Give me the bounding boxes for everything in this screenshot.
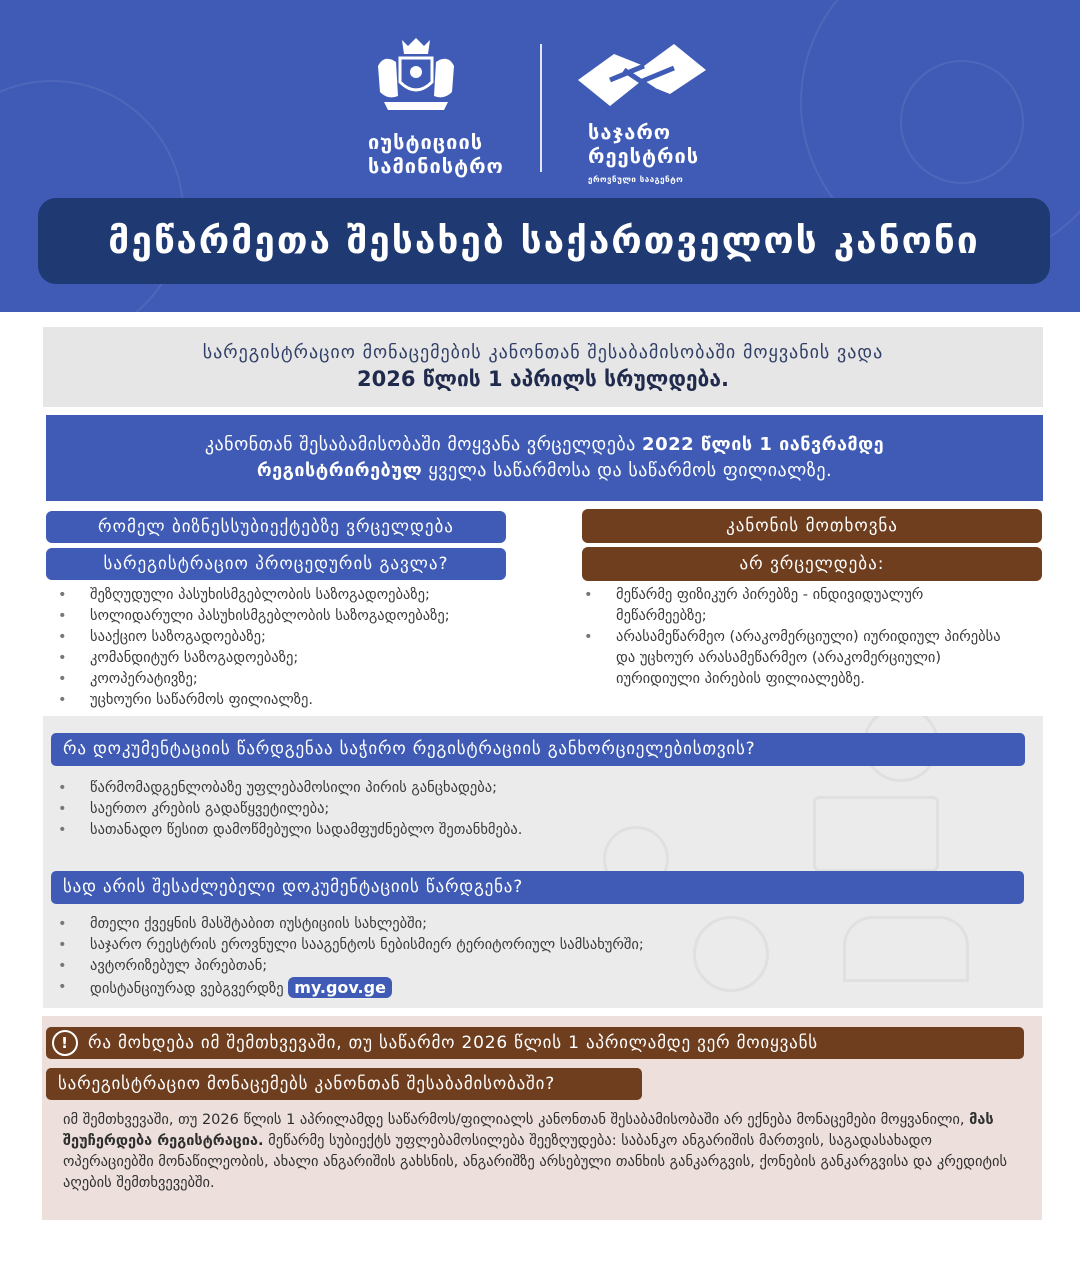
failure-title-2: სარეგისტრაციო მონაცემებს კანონთან შესაბამისობაში? <box>46 1068 642 1100</box>
registry-name-line1: საჯარო <box>588 120 672 144</box>
deadline-text: სარეგისტრაციო მონაცემების კანონთან შესაბამისობაში მოყვანის ვადა <box>202 342 884 363</box>
list-item: • მთელი ქვეყნის მასშტაბით იუსტიციის სახლებში; <box>58 916 428 932</box>
failure-title-1-text: რა მოხდება იმ შემთხვევაში, თუ საწარმო 2026 წლის 1 აპრილამდე ვერ მოიყვანს <box>88 1033 818 1053</box>
scope-text-1: კანონთან შესაბამისობაში მოყვანა ვრცელდება <box>204 434 643 455</box>
documents-list <box>46 778 946 841</box>
list-item: • საერთო კრების გადაწყვეტილება; <box>58 801 330 817</box>
not-applies-title-1: კანონის მოთხოვნა <box>582 509 1042 543</box>
list-item: • უცხოური საწარმოს ფილიალზე. <box>58 692 314 708</box>
list-item: • საჯარო რეესტრის ეროვნული სააგენტოს ნებისმიერ ტერიტორიულ სამსახურში; <box>58 937 644 953</box>
list-item: • დისტანციურად ვებგვერდზე my.gov.ge <box>46 977 946 1000</box>
not-applies-list <box>572 585 1012 690</box>
exclamation-icon: ! <box>52 1030 78 1056</box>
ministry-name-line2: სამინისტრო <box>368 154 504 178</box>
deadline-date: 2026 წლის 1 აპრილს სრულდება. <box>357 367 729 391</box>
page-title: მეწარმეთა შესახებ საქართველოს კანონი <box>38 198 1050 284</box>
scope-date: 2022 წლის 1 იანვრამდე <box>642 434 885 455</box>
list-item: • სოლიდარული პასუხისმგებლობის საზოგადოებაზე; <box>58 608 450 624</box>
logo-divider <box>540 44 542 172</box>
deadline-box <box>43 327 1043 407</box>
coat-of-arms-logo <box>370 36 462 114</box>
mygov-link[interactable]: my.gov.ge <box>288 977 392 998</box>
list-item: • არასამეწარმეო (არაკომერციული) იურიდიულ პირებსა და უცხოურ არასამეწარმეო (არაკომერციული) იურიდიული პირების ფილიალებზე. <box>584 629 1001 687</box>
list-item: • მეწარმე ფიზიკურ პირებზე - ინდივიდუალურ მეწარმეებზე; <box>584 587 924 624</box>
list-item: • წარმომადგენლობაზე უფლებამოსილი პირის განცხადება; <box>58 780 497 796</box>
ministry-name-line1: იუსტიციის <box>368 130 484 154</box>
applies-title-1: რომელ ბიზნესსუბიექტებზე ვრცელდება <box>46 511 506 543</box>
scope-registered: რეგისტრირებულ <box>256 460 423 481</box>
where-title: სად არის შესაძლებელი დოკუმენტაციის წარდგენა? <box>51 871 1024 904</box>
public-registry-logo <box>574 40 710 112</box>
applies-list <box>46 585 546 711</box>
failure-text-bold: მას შეუჩერდება რეგისტრაცია. <box>63 1112 994 1149</box>
where-list <box>46 914 946 1000</box>
list-item: • შეზღუდული პასუხისმგებლობის საზოგადოებაზე; <box>58 587 430 603</box>
registry-name-sub: ეროვნული სააგენტო <box>588 175 684 184</box>
list-item: • სააქციო საზოგადოებაზე; <box>58 629 266 645</box>
failure-title-1 <box>46 1027 1024 1059</box>
not-applies-title-2: არ ვრცელდება: <box>582 547 1042 581</box>
applies-title-2: სარეგისტრაციო პროცედურის გავლა? <box>46 548 506 580</box>
list-item: • კომანდიტურ საზოგადოებაზე; <box>58 650 299 666</box>
list-item: • ავტორიზებულ პირებთან; <box>58 958 268 974</box>
scope-box <box>46 415 1043 501</box>
registry-name-line2: რეესტრის <box>588 144 700 168</box>
scope-text-2: ყველა საწარმოსა და საწარმოს ფილიალზე. <box>422 460 833 481</box>
list-item: • კოოპერატივზე; <box>58 671 198 687</box>
documents-title: რა დოკუმენტაციის წარდგენაა საჭირო რეგისტრაციის განხორციელებისთვის? <box>51 733 1025 766</box>
list-item: • სათანადო წესით დამოწმებული სადამფუძნებლო შეთანხმება. <box>58 822 523 838</box>
failure-text: იმ შემთხვევაში, თუ 2026 წლის 1 აპრილამდე საწარმოს/ფილიალს კანონთან შესაბამისობაში არ ექნება მონაცემები მოყვანილი, მას შეუჩერდება რეგისტრაცია. მეწარმე სუბიექტს უფლებამოსილება შეეზღუდება: საბანკო ანგარიშის მართვის, საგადასახადო ოპერაციებში მონაწილეობის, ახალი ანგარიშის გახსნის, ანგარიშზე არსებული თანხის განკარგვის, ქონების განკარგვისა და კრედიტის აღების შემთხვევებში. <box>63 1112 1008 1191</box>
